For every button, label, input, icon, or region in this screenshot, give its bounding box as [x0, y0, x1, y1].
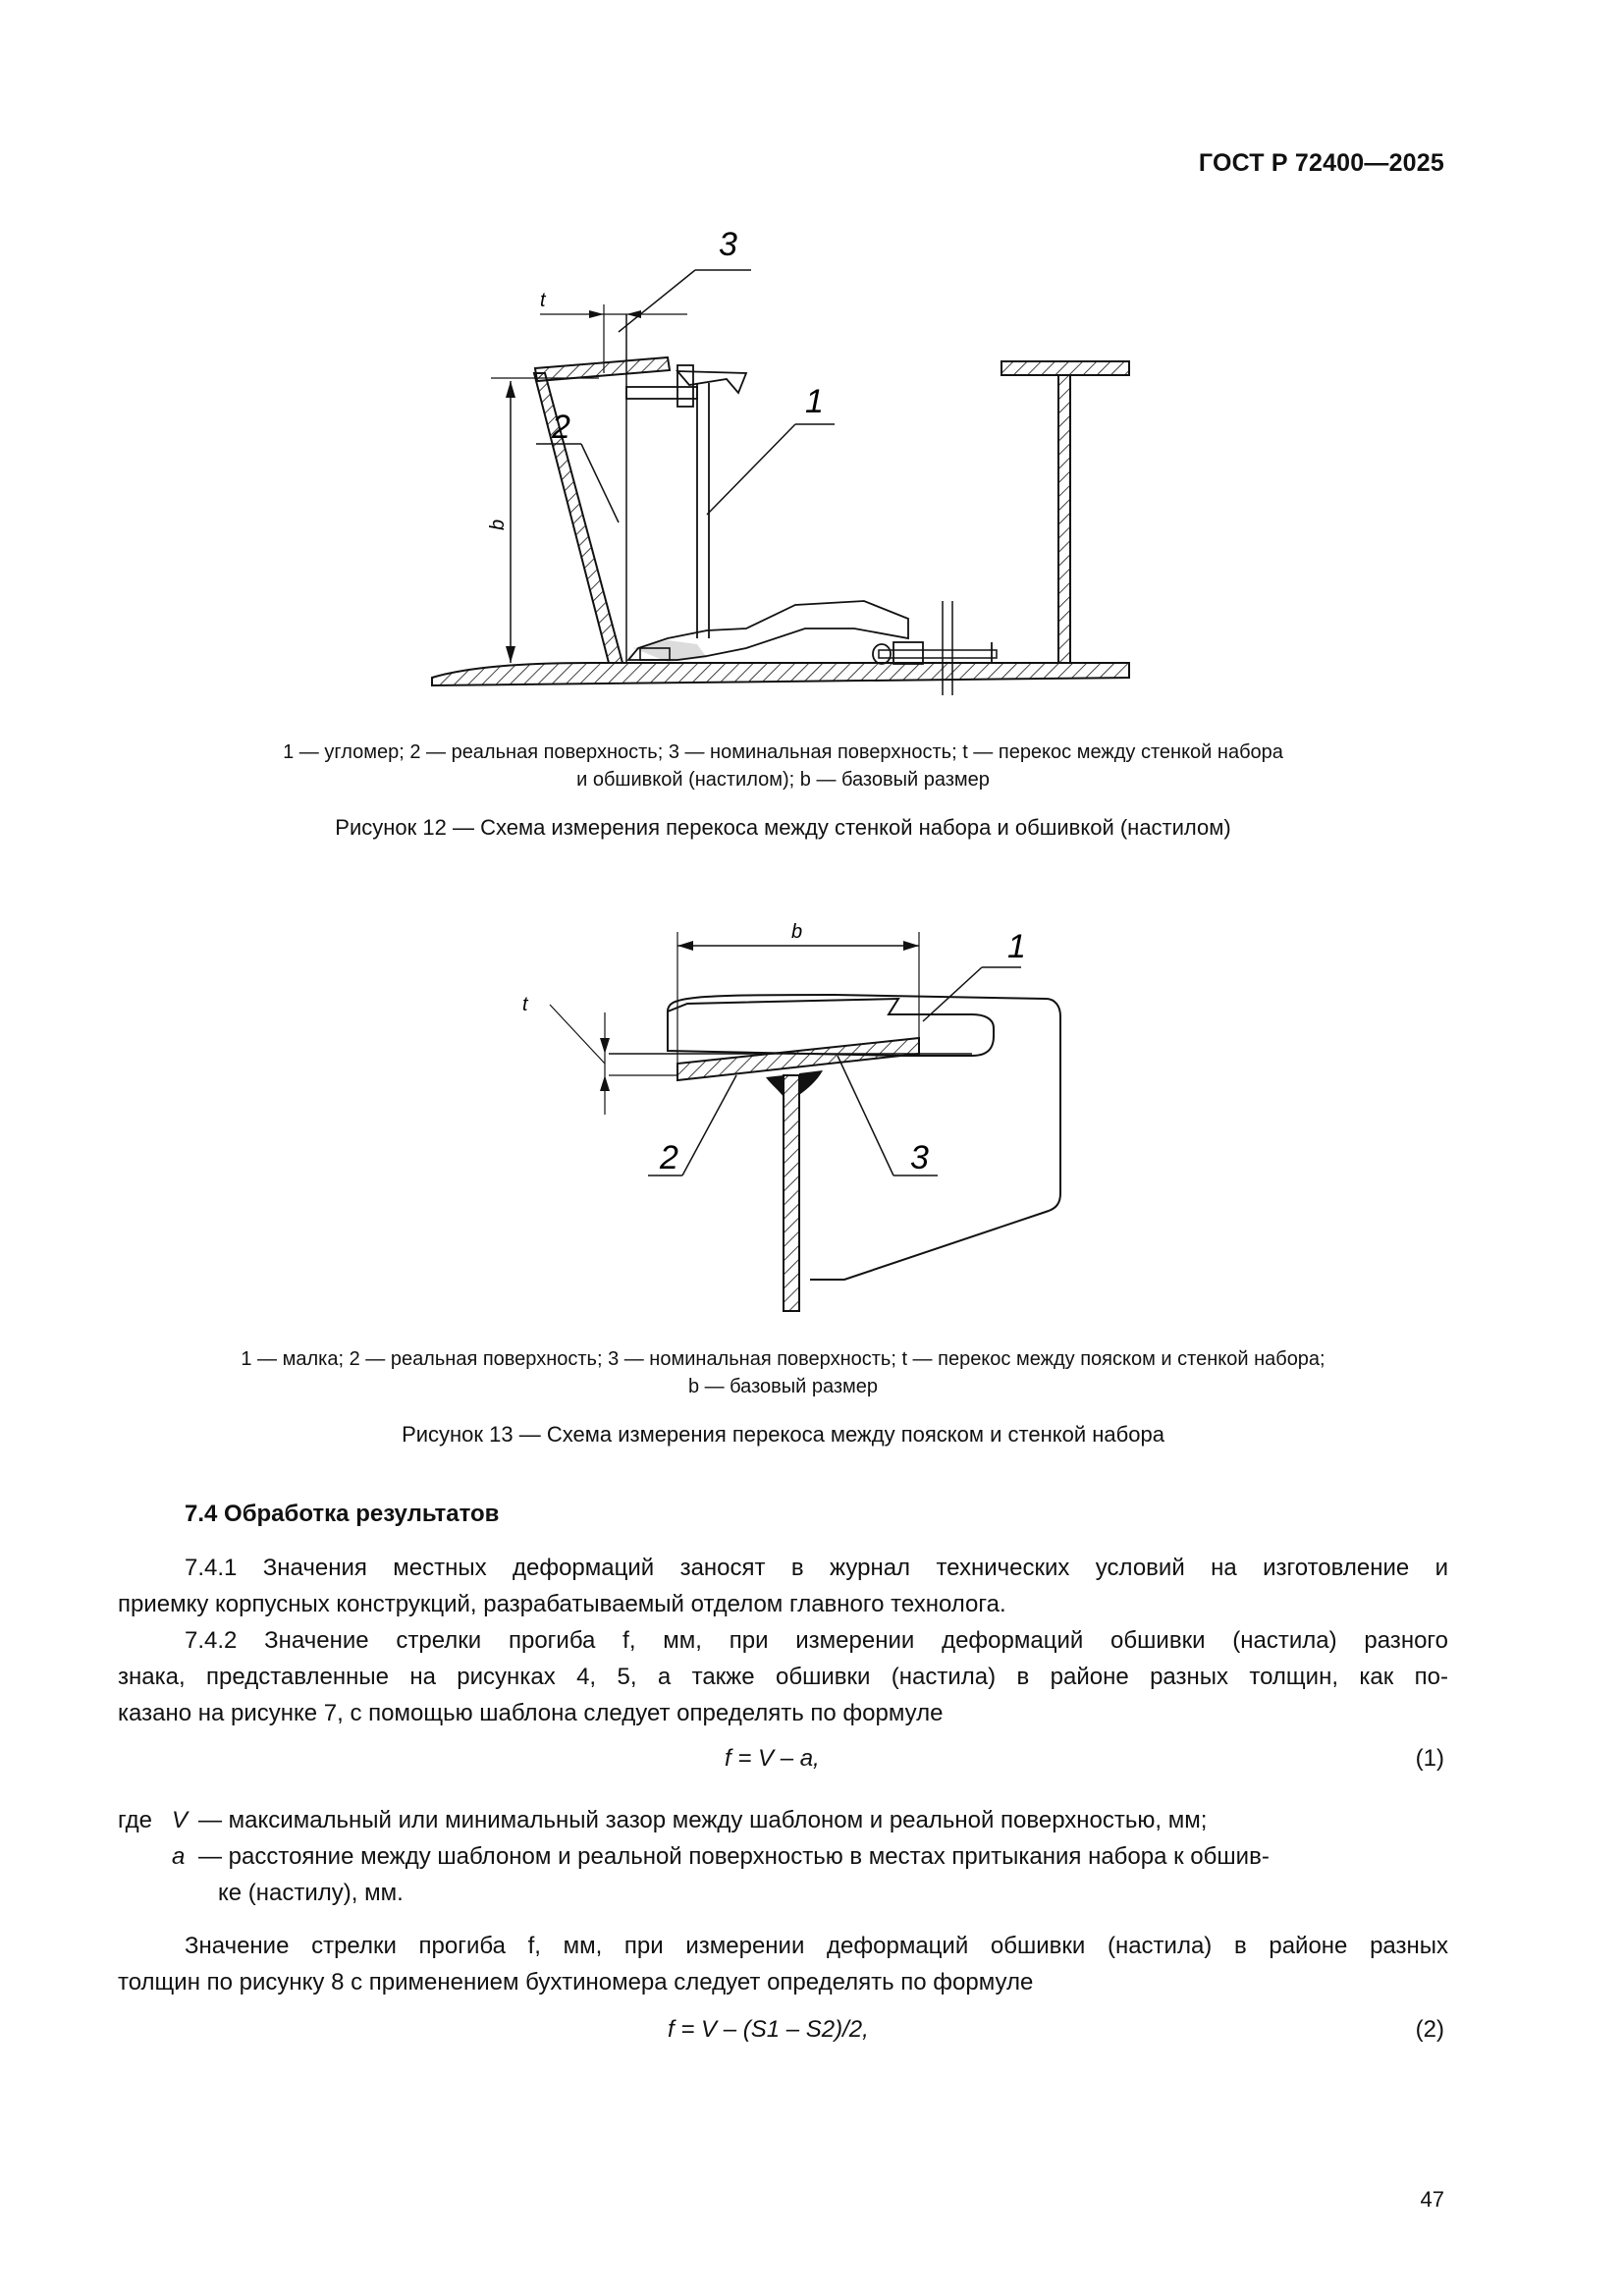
- formula-2-number: (2): [1415, 2016, 1444, 2043]
- p741-line-1: 7.4.1 Значения местных деформаций заносят в журнал технических условий на изготовление и: [185, 1555, 1448, 1581]
- where-v-description: — максимальный или минимальный зазор между шаблоном и реальной поверхностью, мм;: [198, 1807, 1208, 1833]
- figure-12-legend-line-1: 1 — угломер; 2 — реальная поверхность; 3 — номинальная поверхность; t — перекос между стенкой набора: [283, 741, 1283, 763]
- figure-13-drawing: [511, 908, 1100, 1321]
- fig12-label-3: 3: [719, 226, 737, 263]
- figure-12-legend-line-2: и обшивкой (настилом); b — базовый размер: [576, 769, 990, 791]
- section-heading: 7.4 Обработка результатов: [185, 1501, 500, 1527]
- fig12-label-2: 2: [552, 409, 570, 446]
- fig13-label-t: t: [522, 994, 528, 1015]
- where-v-symbol: V: [172, 1807, 189, 1833]
- p2-line-1: Значение стрелки прогиба f, мм, при измерении деформаций обшивки (настила) в районе разных: [185, 1933, 1448, 1959]
- fig12-label-b: b: [487, 519, 509, 530]
- fig13-label-3: 3: [910, 1139, 929, 1176]
- fig13-label-b: b: [791, 921, 803, 943]
- paragraph-second-formula: [118, 1928, 1448, 2000]
- figure-12-caption: Рисунок 12 — Схема измерения перекоса между стенкой набора и обшивкой (настилом): [335, 815, 1231, 840]
- p742-line-1: 7.4.2 Значение стрелки прогиба f, мм, при измерении деформаций обшивки (настила) разного: [185, 1627, 1448, 1654]
- figure-12-legend: [118, 738, 1448, 793]
- figure-13-legend: [118, 1345, 1448, 1400]
- formula-1: f = V – a,: [725, 1745, 820, 1772]
- p742-line-3: казано на рисунке 7, с помощью шаблона следует определять по формуле: [118, 1700, 944, 1726]
- figure-13-caption: Рисунок 13 — Схема измерения перекоса между пояском и стенкой набора: [402, 1422, 1164, 1447]
- where-intro: где: [118, 1807, 153, 1833]
- figure-12-drawing: [412, 226, 1159, 717]
- formula-1-number: (1): [1415, 1745, 1444, 1772]
- p742-line-2: знака, представленные на рисунках 4, 5, а также обшивки (настила) в районе разных толщин, как по-: [118, 1664, 1448, 1690]
- formula-2: f = V – (S1 – S2)/2,: [668, 2016, 869, 2043]
- paragraph-7-4-1: [118, 1550, 1448, 1622]
- fig12-label-1: 1: [805, 383, 824, 420]
- fig13-label-1: 1: [1007, 928, 1026, 965]
- where-a-description-line-2: ке (настилу), мм.: [218, 1880, 404, 1906]
- fig12-label-t: t: [540, 290, 546, 311]
- p741-line-2: приемку корпусных конструкций, разрабатываемый отделом главного технолога.: [118, 1591, 1006, 1617]
- p2-line-2: толщин по рисунку 8 с применением бухтиномера следует определять по формуле: [118, 1969, 1034, 1995]
- document-header: ГОСТ Р 72400—2025: [1198, 149, 1444, 177]
- fig13-label-2: 2: [660, 1139, 678, 1176]
- figure-13-legend-line-2: b — базовый размер: [687, 1376, 879, 1397]
- figure-13-legend-line-1: 1 — малка; 2 — реальная поверхность; 3 — номинальная поверхность; t — перекос между пояском и стенкой набора;: [241, 1348, 1325, 1370]
- page-number: 47: [1420, 2187, 1444, 2212]
- where-a-description-line-1: — расстояние между шаблоном и реальной поверхностью в местах притыкания набора к обшив-: [198, 1843, 1270, 1870]
- paragraph-7-4-2: [118, 1622, 1448, 1731]
- where-a-symbol: a: [172, 1843, 186, 1870]
